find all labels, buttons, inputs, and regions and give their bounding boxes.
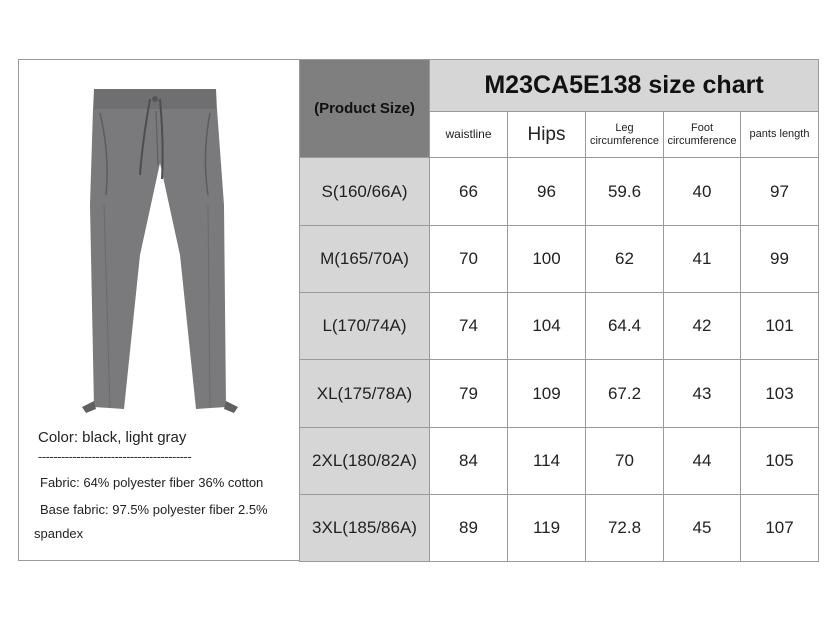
size-label: XL(175/78A)	[300, 360, 430, 428]
table-cell: 114	[508, 428, 586, 495]
table-cell: 119	[508, 495, 586, 562]
size-label: S(160/66A)	[300, 158, 430, 226]
table-row	[300, 293, 819, 360]
table-cell: 107	[741, 495, 819, 562]
size-chart-table	[299, 59, 819, 562]
column-header	[664, 112, 741, 158]
table-cell: 59.6	[586, 158, 664, 226]
table-cell: 43	[664, 360, 741, 428]
color-text: Color: black, light gray	[38, 429, 187, 446]
column-header	[508, 112, 586, 158]
table-cell: 70	[430, 226, 508, 293]
table-cell: 64.4	[586, 293, 664, 360]
column-header	[586, 112, 664, 158]
table-cell: 44	[664, 428, 741, 495]
pants-image	[80, 85, 240, 415]
table-cell: 40	[664, 158, 741, 226]
table-cell: 84	[430, 428, 508, 495]
table-row	[300, 428, 819, 495]
table-cell: 66	[430, 158, 508, 226]
table-cell: 67.2	[586, 360, 664, 428]
fabric-text: Fabric: 64% polyester fiber 36% cotton	[40, 475, 264, 490]
table-cell: 45	[664, 495, 741, 562]
column-header-label: Foot	[690, 121, 713, 134]
column-header-label: Hips	[527, 124, 566, 145]
table-cell: 42	[664, 293, 741, 360]
table-cell: 99	[741, 226, 819, 293]
table-cell: 109	[508, 360, 586, 428]
table-row	[300, 158, 819, 226]
size-label: 3XL(185/86A)	[300, 495, 430, 562]
table-row	[300, 226, 819, 293]
column-header-label: waistline	[445, 127, 492, 141]
table-cell: 100	[508, 226, 586, 293]
table-cell: 103	[741, 360, 819, 428]
column-header-label: circumference	[589, 134, 660, 147]
table-cell: 104	[508, 293, 586, 360]
table-cell: 97	[741, 158, 819, 226]
table-cell: 62	[586, 226, 664, 293]
table-cell: 70	[586, 428, 664, 495]
column-header-label: pants length	[749, 128, 810, 140]
chart-title: M23CA5E138 size chart	[430, 60, 819, 112]
table-cell: 89	[430, 495, 508, 562]
column-header-label: Leg	[615, 121, 634, 134]
table-cell: 41	[664, 226, 741, 293]
column-header	[741, 112, 819, 158]
table-cell: 101	[741, 293, 819, 360]
table-row	[300, 360, 819, 428]
product-panel	[18, 59, 299, 561]
table-cell: 79	[430, 360, 508, 428]
column-header-label: circumference	[667, 134, 737, 147]
product-size-header: (Product Size)	[300, 60, 430, 158]
size-label: M(165/70A)	[300, 226, 430, 293]
table-cell: 96	[508, 158, 586, 226]
column-header	[430, 112, 508, 158]
size-label: L(170/74A)	[300, 293, 430, 360]
base-fabric-text: Base fabric: 97.5% polyester fiber 2.5%	[40, 502, 268, 517]
table-row	[300, 495, 819, 562]
table-cell: 72.8	[586, 495, 664, 562]
table-cell: 105	[741, 428, 819, 495]
size-label: 2XL(180/82A)	[300, 428, 430, 495]
table-cell: 74	[430, 293, 508, 360]
divider-line: ----------------------------------------	[38, 449, 192, 464]
base-fabric-text-continued: spandex	[34, 526, 84, 541]
